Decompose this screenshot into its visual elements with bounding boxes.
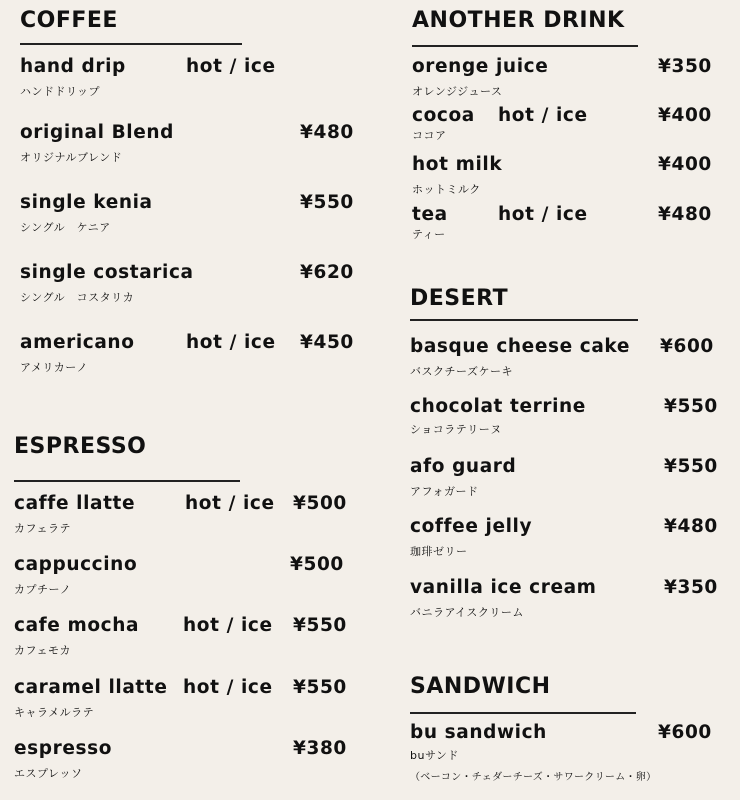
item-kana: バスクチーズケーキ <box>410 365 513 378</box>
another-drink-title: ANOTHER DRINK <box>412 8 625 33</box>
item-kana: カフェモカ <box>14 644 71 657</box>
item-kana: ホットミルク <box>412 183 481 196</box>
item-price: ¥380 <box>293 738 347 759</box>
menu-item-caramel-llatte <box>14 677 370 727</box>
menu-item-afo-guard <box>410 456 730 506</box>
menu-item-cocoa <box>412 105 732 155</box>
item-price: ¥550 <box>293 615 347 636</box>
menu-item-cappuccino <box>14 554 370 604</box>
item-name: chocolat terrine <box>410 396 586 417</box>
item-kana: ハンドドリップ <box>20 85 101 98</box>
item-temp-option: hot / ice <box>498 204 588 225</box>
menu-item-hand-drip <box>20 56 370 106</box>
item-name: caramel llatte <box>14 677 168 698</box>
item-price: ¥480 <box>300 122 354 143</box>
item-kana: エスプレッソ <box>14 767 83 780</box>
item-kana: ココア <box>412 129 447 142</box>
desert-title: DESERT <box>410 286 509 311</box>
sandwich-title: SANDWICH <box>410 674 551 699</box>
item-kana: オリジナルブレンド <box>20 151 123 164</box>
item-price: ¥350 <box>658 56 712 77</box>
item-name: cocoa <box>412 105 475 126</box>
item-kana: 珈琲ゼリー <box>410 545 468 558</box>
another-drink-title-rule <box>412 45 638 47</box>
espresso-title-rule <box>14 480 240 482</box>
item-kana: カフェラテ <box>14 522 71 535</box>
coffee-title-rule <box>20 43 242 45</box>
item-name: cafe mocha <box>14 615 140 636</box>
item-price: ¥550 <box>293 677 347 698</box>
item-temp-option: hot / ice <box>183 615 273 636</box>
item-price: ¥500 <box>293 493 347 514</box>
item-price: ¥450 <box>300 332 354 353</box>
item-name: cappuccino <box>14 554 138 575</box>
item-price: ¥600 <box>658 722 712 743</box>
item-kana: カプチーノ <box>14 583 72 596</box>
item-name: tea <box>412 204 448 225</box>
another-drink-section <box>412 0 732 260</box>
item-kana: アフォガード <box>410 485 479 498</box>
item-name: hand drip <box>20 56 126 77</box>
item-name: original Blend <box>20 122 174 143</box>
item-kana: シングル ケニア <box>20 221 111 234</box>
item-price: ¥480 <box>658 204 712 225</box>
item-name: single costarica <box>20 262 194 283</box>
item-price: ¥550 <box>664 396 718 417</box>
menu-item-vanilla-ice-cream <box>410 577 730 627</box>
sandwich-section <box>410 672 730 800</box>
sandwich-ingredients-note: （ベーコン・チェダーチーズ・サワークリーム・卵） <box>410 772 657 783</box>
item-price: ¥620 <box>300 262 354 283</box>
item-price: ¥500 <box>290 554 344 575</box>
item-kana: オレンジジュース <box>412 85 503 98</box>
item-name: basque cheese cake <box>410 336 630 357</box>
item-name: bu sandwich <box>410 722 547 743</box>
menu-item-espresso <box>14 738 370 788</box>
desert-section <box>410 282 730 622</box>
coffee-title: COFFEE <box>20 8 118 33</box>
item-kana: アメリカーノ <box>20 361 89 374</box>
item-name: espresso <box>14 738 113 759</box>
item-kana: キャラメルラテ <box>14 706 95 719</box>
item-kana: バニラアイスクリーム <box>410 606 524 619</box>
item-price: ¥600 <box>660 336 714 357</box>
espresso-section <box>14 430 370 800</box>
item-kana: buサンド <box>410 749 459 762</box>
item-price: ¥400 <box>658 105 712 126</box>
coffee-section <box>20 0 370 400</box>
menu-item-single-costarica <box>20 262 370 312</box>
item-name: hot milk <box>412 154 503 175</box>
item-price: ¥400 <box>658 154 712 175</box>
item-name: caffe llatte <box>14 493 136 514</box>
item-name: vanilla ice cream <box>410 577 597 598</box>
item-name: single kenia <box>20 192 153 213</box>
item-price: ¥480 <box>664 516 718 537</box>
menu-item-caffe-llatte <box>14 493 370 543</box>
menu-item-americano <box>20 332 370 382</box>
menu-item-original-blend <box>20 122 370 172</box>
item-temp-option: hot / ice <box>185 493 275 514</box>
item-name: afo guard <box>410 456 517 477</box>
item-temp-option: hot / ice <box>186 56 276 77</box>
item-temp-option: hot / ice <box>498 105 588 126</box>
item-kana: ショコラテリーヌ <box>410 423 502 436</box>
item-kana: ティー <box>412 228 446 241</box>
item-price: ¥550 <box>664 456 718 477</box>
item-name: orenge juice <box>412 56 549 77</box>
item-name: coffee jelly <box>410 516 533 537</box>
sandwich-title-rule <box>410 712 636 714</box>
item-kana: シングル コスタリカ <box>20 291 135 304</box>
item-price: ¥550 <box>300 192 354 213</box>
menu-item-orenge-juice <box>412 56 732 106</box>
menu-item-bu-sandwich <box>410 722 730 772</box>
menu-item-chocolat-terrine <box>410 396 730 446</box>
menu-item-coffee-jelly <box>410 516 730 566</box>
desert-title-rule <box>410 319 638 321</box>
item-temp-option: hot / ice <box>183 677 273 698</box>
menu-item-single-kenia <box>20 192 370 242</box>
item-temp-option: hot / ice <box>186 332 276 353</box>
item-name: americano <box>20 332 135 353</box>
menu-item-cafe-mocha <box>14 615 370 665</box>
espresso-title: ESPRESSO <box>14 434 147 459</box>
menu-item-basque-cheese-cake <box>410 336 730 386</box>
menu-item-hot-milk <box>412 154 732 204</box>
menu-item-tea <box>412 204 732 254</box>
item-price: ¥350 <box>664 577 718 598</box>
